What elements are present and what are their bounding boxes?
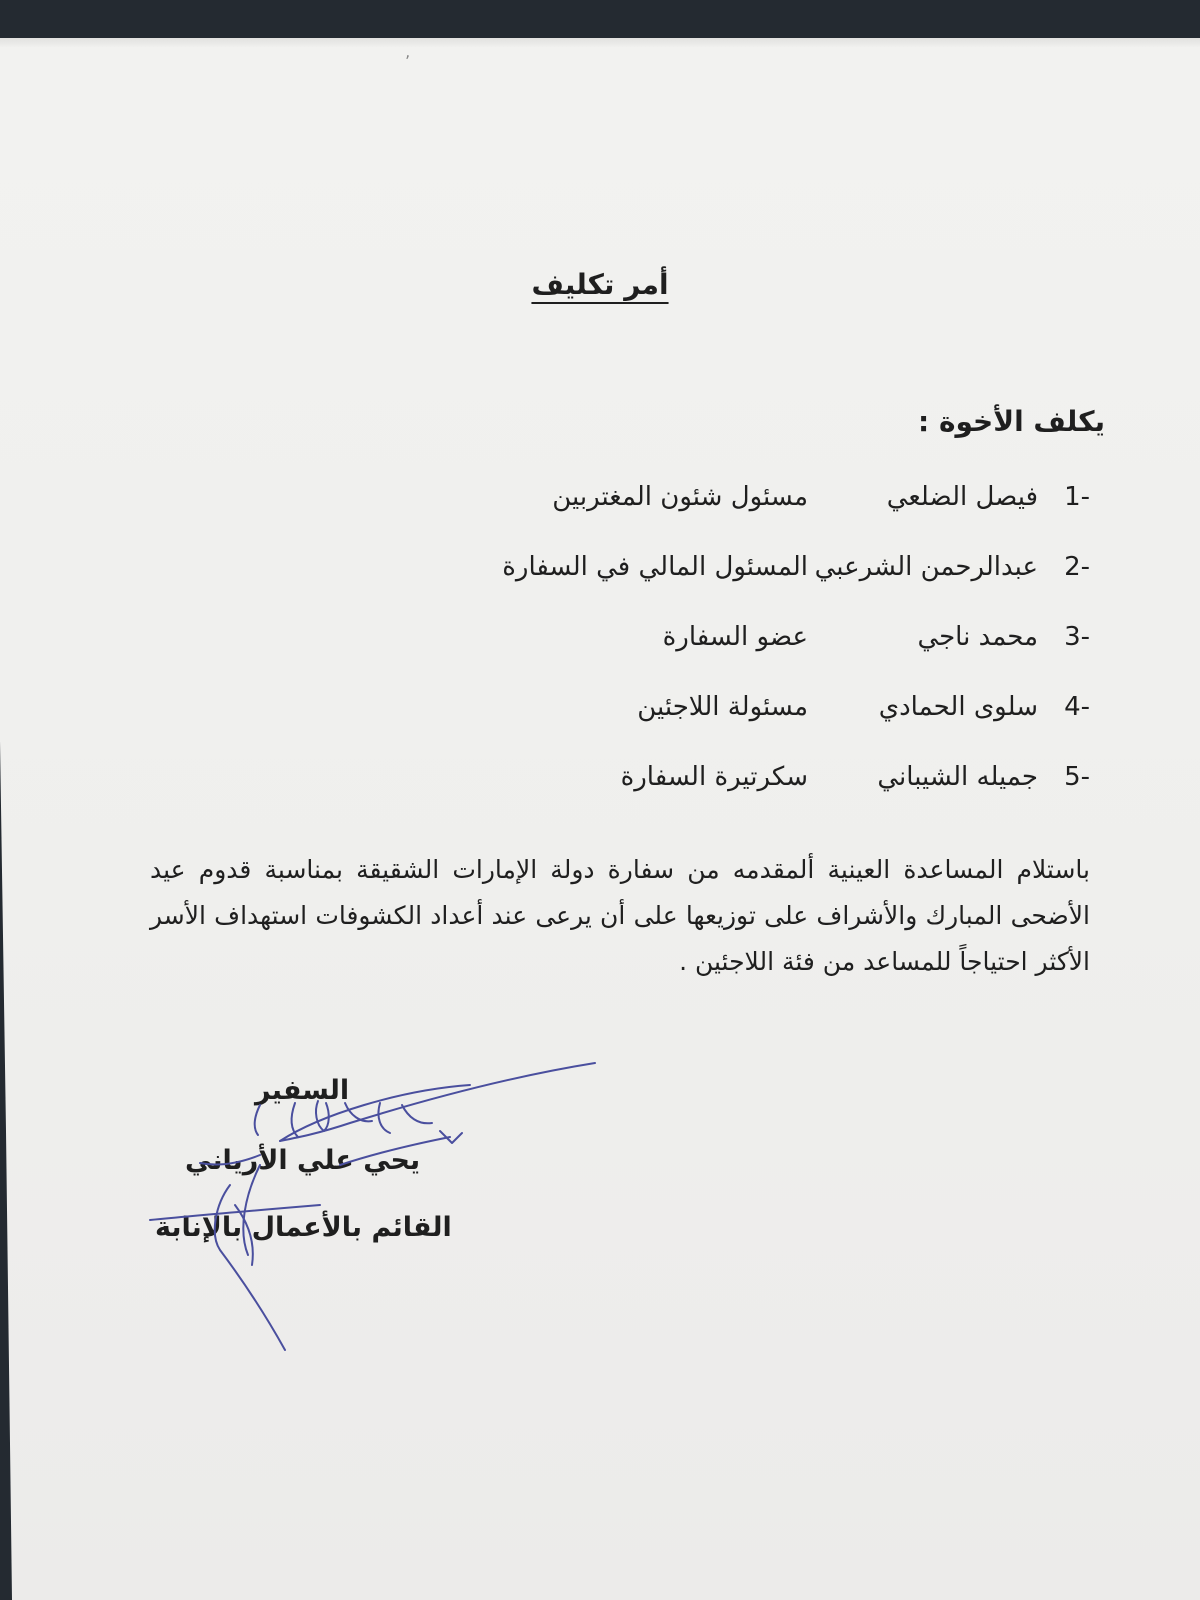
body-paragraph: باستلام المساعدة العينية ألمقدمه من سفارة دولة الإمارات الشقيقة بمناسبة قدوم عيد الأضحى المبارك والأشراف على توزيعها على أن يرعى عند أعداد الكشوفات استهداف الأسر الأكثر احتياجاً للمساعد من فئة اللاجئين .	[150, 855, 1090, 976]
member-list	[390, 482, 1090, 832]
addressee-line: يكلف الأخوة :	[918, 405, 1105, 438]
paper-speck: ʼ	[405, 52, 411, 71]
member-number: -3	[1064, 622, 1090, 652]
member-name: جميله الشيباني	[877, 762, 1038, 792]
member-number: -5	[1064, 762, 1090, 792]
member-number: -1	[1064, 482, 1090, 512]
member-role: مسئول شئون المغتربين	[552, 482, 808, 512]
member-name: محمد ناجي	[917, 622, 1038, 652]
member-row	[390, 552, 1090, 622]
member-number: -4	[1064, 692, 1090, 722]
member-row	[390, 692, 1090, 762]
member-name: سلوى الحمادي	[878, 692, 1038, 722]
paper-top-shadow	[0, 38, 1200, 48]
member-name: فيصل الضلعي	[886, 482, 1038, 512]
signatory-name: يحي علي الأرياني	[185, 1145, 421, 1176]
member-number: -2	[1064, 552, 1090, 582]
handwritten-signature-icon	[140, 1045, 620, 1365]
signature-title: السفير	[255, 1075, 350, 1106]
document-title: أمر تكليف	[531, 268, 669, 301]
member-row	[390, 762, 1090, 832]
member-name: عبدالرحمن الشرعبي	[814, 552, 1038, 582]
signatory-position: القائم بالأعمال بالإنابة	[155, 1212, 452, 1243]
member-role: سكرتيرة السفارة	[620, 762, 808, 792]
member-role: عضو السفارة	[662, 622, 808, 652]
member-row	[390, 622, 1090, 692]
member-role: المسئول المالي في السفارة	[502, 552, 808, 582]
member-role: مسئولة اللاجئين	[637, 692, 808, 722]
member-row	[390, 482, 1090, 552]
